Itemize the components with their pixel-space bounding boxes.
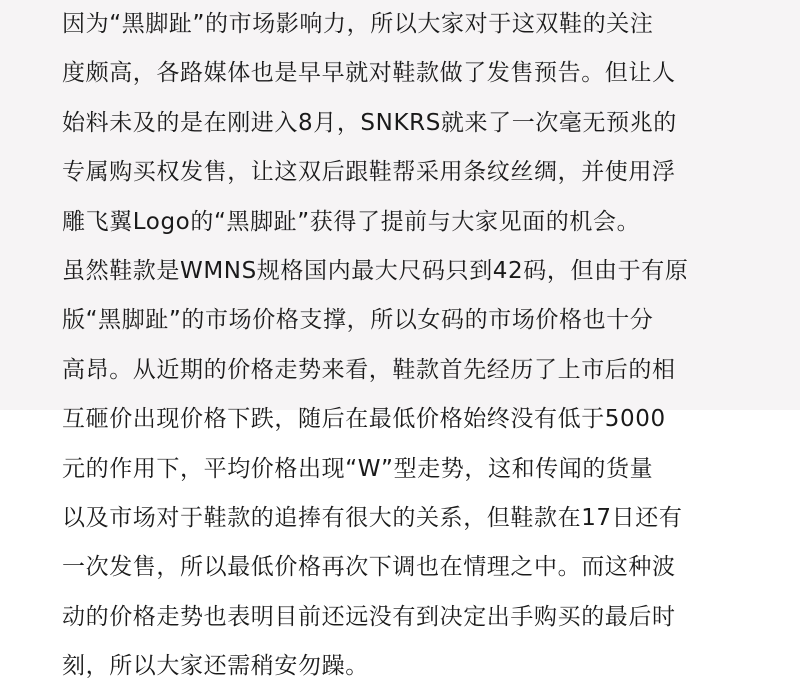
text-line: 元的作用下，平均价格出现“W”型走势，这和传闻的货量 [62, 455, 654, 482]
text-line: 专属购买权发售，让这双后跟鞋帮采用条纹丝绸，并使用浮 [62, 159, 676, 186]
text-line: 动的价格走势也表明目前还远没有到决定出手购买的最后时 [62, 603, 676, 630]
text-line: 以及市场对于鞋款的追捧有很大的关系，但鞋款在17日还有 [62, 504, 683, 531]
text-line: 因为“黑脚趾”的市场影响力，所以大家对于这双鞋的关注 [62, 11, 654, 37]
text-line: 高昂。从近期的价格走势来看，鞋款首先经历了上市后的相 [62, 356, 676, 383]
text-line: 版“黑脚趾”的市场价格支撑，所以女码的市场价格也十分 [62, 307, 654, 334]
text-line: 刻，所以大家还需稍安勿躁。 [62, 653, 369, 680]
text-line: 互砸价出现价格下跌，随后在最低价格始终没有低于5000 [62, 406, 666, 433]
text-line: 度颇高，各路媒体也是早早就对鞋款做了发售预告。但让人 [62, 60, 676, 87]
article-body [62, 0, 752, 691]
text-line: 一次发售，所以最低价格再次下调也在情理之中。而这种波 [62, 554, 676, 581]
text-line: 始料未及的是在刚进入8月，SNKRS就来了一次毫无预兆的 [62, 109, 677, 136]
paragraph-2 [62, 247, 752, 691]
text-line: 雕飞翼Logo的“黑脚趾”获得了提前与大家见面的机会。 [62, 208, 641, 235]
text-line: 虽然鞋款是WMNS规格国内最大尺码只到42码，但由于有原 [62, 257, 689, 284]
paragraph-1 [62, 0, 752, 247]
